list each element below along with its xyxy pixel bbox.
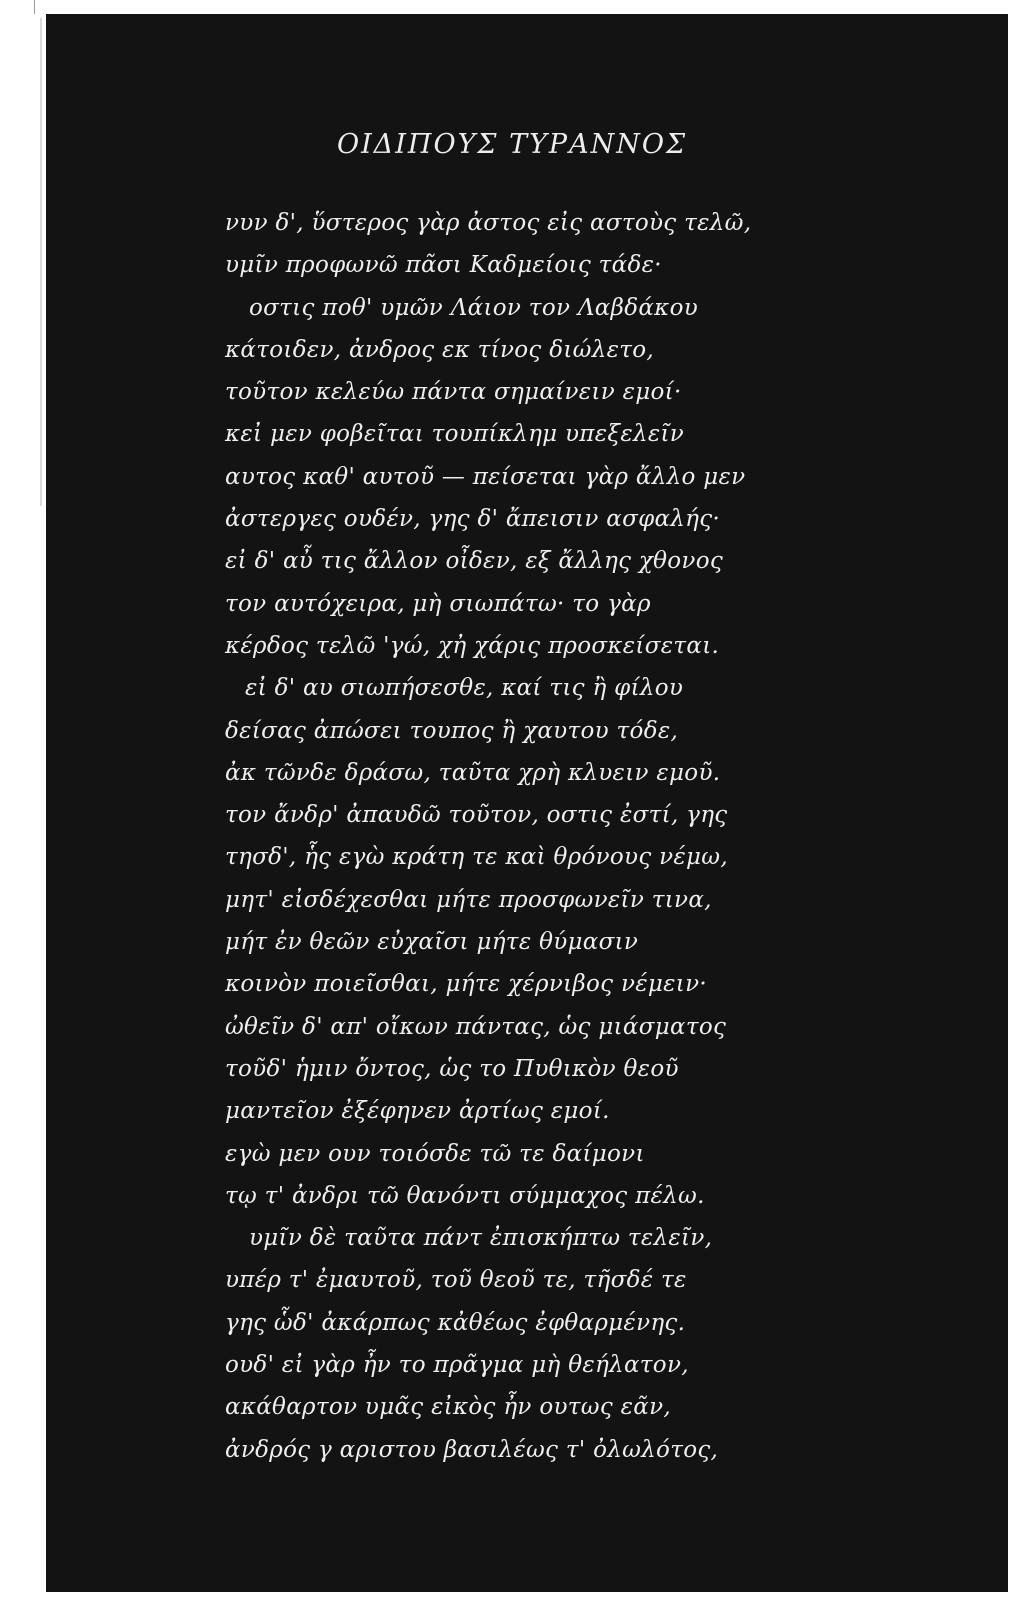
running-title: ΟΙΔΙΠΟΥΣ ΤΥΡΑΝΝΟΣ	[336, 129, 688, 160]
verse-line: ουδ' εἰ γὰρ ἦν το πρᾶγμα μὴ θεήλατον,	[225, 1352, 689, 1379]
scan-edge-mark	[34, 0, 35, 14]
verse-line: μητ' εἰσδέχεσθαι μήτε προσφωνεῖν τινα,	[225, 886, 712, 913]
verse-line: εἰ δ' αυ σιωπήσεσθε, καί τις ἢ φίλου	[245, 675, 684, 702]
verse-line: νυν δ', ὕστερος γὰρ ἀστος εἰς αστοὺς τελῶ,	[225, 210, 752, 236]
verse-line: οστις ποθ' υμῶν Λάιον τον Λαβδάκου	[249, 294, 698, 321]
verse-line: κεἰ μεν φοβεῖται τουπίκλημ υπεξελεῖν	[225, 421, 685, 448]
verse-line: τοῦτον κελεύω πάντα σημαίνειν εμοί·	[225, 379, 682, 406]
verse-line: υμῖν προφωνῶ πᾶσι Καδμείοις τάδε·	[225, 252, 662, 279]
verse-line: τοῦδ' ἡμιν ὄντος, ὡς το Πυθικὸν θεοῦ	[225, 1055, 679, 1082]
verse-line: τησδ', ἧς εγὼ κράτη τε καὶ θρόνους νέμω,	[225, 844, 728, 871]
verse-block	[225, 202, 905, 1471]
verse-line: κάτοιδεν, ἀνδρος εκ τίνος διώλετο,	[225, 336, 655, 363]
verse-line: τον ἄνδρ' ἀπαυδῶ τοῦτον, οστις ἐστί, γης	[225, 802, 728, 829]
scan-margin-line	[40, 18, 42, 506]
verse-line: γης ὧδ' ἀκάρπως κἀθέως ἐφθαρμένης.	[225, 1309, 686, 1336]
verse-line: μαντεῖον ἐξέφηνεν ἀρτίως εμοί.	[225, 1098, 610, 1125]
verse-line: ἀκ τῶνδε δράσω, ταῦτα χρὴ κλυειν εμοῦ.	[225, 759, 721, 786]
verse-line: δείσας ἀπώσει τουπος ἢ χαυτου τόδε,	[225, 717, 679, 744]
verse-line: κοινὸν ποιεῖσθαι, μήτε χέρνιβος νέμειν·	[225, 971, 707, 998]
verse-line: τῳ τ' ἀνδρι τῶ θανόντι σύμμαχος πέλω.	[225, 1182, 705, 1209]
verse-line: ἀνδρός γ αριστου βασιλέως τ' ὀλωλότος,	[225, 1436, 719, 1463]
verse-line: κέρδος τελῶ 'γώ, χἠ χάρις προσκείσεται.	[225, 632, 720, 659]
verse-line: τον αυτόχειρα, μὴ σιωπάτω· το γὰρ	[225, 590, 651, 617]
verse-line: εγὼ μεν ουν τοιόσδε τῶ τε δαίμονι	[225, 1140, 645, 1167]
verse-line: υμῖν δὲ ταῦτα πάντ ἐπισκήπτω τελεῖν,	[249, 1225, 713, 1252]
verse-line: εἰ δ' αὖ τις ἄλλον οἶδεν, εξ ἄλλης χθονος	[225, 548, 724, 575]
verse-line: μήτ ἐν θεῶν εὐχαῖσι μήτε θύμασιν	[225, 929, 639, 956]
verse-line: ἀστεργες ουδέν, γης δ' ἄπεισιν ασφαλής·	[225, 506, 721, 533]
verse-line: αυτος καθ' αυτοῦ — πείσεται γὰρ ἄλλο μεν	[225, 463, 746, 490]
verse-line: ακάθαρτον υμᾶς εἰκὸς ἦν ουτως εᾶν,	[225, 1394, 671, 1421]
verse-line: υπέρ τ' ἐμαυτοῦ, τοῦ θεοῦ τε, τῆσδέ τε	[225, 1267, 687, 1294]
verse-line: ὠθεῖν δ' απ' οἴκων πάντας, ὡς μιάσματος	[225, 1013, 727, 1040]
